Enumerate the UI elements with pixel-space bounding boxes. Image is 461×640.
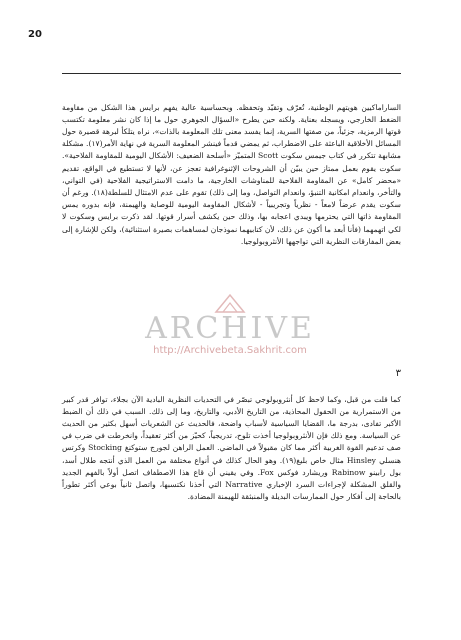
watermark [130, 292, 330, 356]
paragraph-first: الساراماكيين هويتهم الوطنية، تُعرّف وتقيّد وتحفظه. وبحساسية عالية يفهم برايس هذا الشكل من مقاومة الضغط الخارجي، ويسجله بعناية. ولكنه حين يطرح «السؤال الجوهري حول ما إذا كان نشر معلومة تكتسب قوتها الرمزية، جزئياً، من صفتها السرية، إنما يفسد معنى تلك المعلومة بالذات»، نراه يتلكأ لبرهة قصيرة حول المسائل الأخلاقية الباعثة على الاضطراب، ثم يمضي قدماً فينشر المعلومة السرية في نهاية الأمر(١٧). مشكلة مشابهة تتكرر في كتاب جيمس سكوت Scott المتميّز «أسلحة الضعيف: الأشكال اليومية للمقاومة الفلاحية». سكوت يقوم بعمل ممتاز حين يبيّن أن الشروحات الإثنوغرافية تعجز عن، لأنها لا تستطيع في الواقع، تقديم «محضر كامل» عن المقاومة الفلاحية للمناوشات الخارجية، ما دامت الاستراتيجية الفلاحية (في التواني، والتأخر، وانعدام امكانية التنبؤ، وانعدام التواصل، وما إلى ذلك) تقوم على عدم الامتثال للسلطة(١٨). ورغم أن سكوت يقدم عرضاً لامعاً - نظرياً وتجريبياً - لأشكال المقاومة اليومية للوصاية والهيمنة، فإنه بدوره يمس المقاومة ذاتها التي يحترمها ويبدي اعجابه بها، وذلك حين يكشف أسرار قوتها. لقد ذكرت برايس وسكوت لا لكي اتهمهما (فأنا أبعد ما أكون عن ذلك، لأن كتابيهما نموذجان لمساهمات بصيرة استثنائية)، ولكن للإشارة إلى بعض المفارقات النظرية التي تواجهها الأنثروبولوجيا. [62, 102, 401, 246]
archive-seal-icon [213, 292, 247, 314]
page-number: 20 [28, 29, 42, 40]
header-rule [62, 73, 401, 74]
watermark-url: http://Archivebeta.Sakhrit.com [153, 345, 307, 356]
paragraph-second: كما قلت من قبل، وكما لاحظ كل أنثروبولوجي تبصّر في التحديات النظرية البادية الآن بجلاء، توافر قدر كبير من الاستمرارية من الحقول المحاذية، من التاريخ الأدبي، والتاريخ، وما إلى ذلك. السبب في ذلك أن الضبط الأكبر تفادى، بدرجة ما، القضايا السياسية لأسباب واضحة، فالحديث عن الشعريات أسهل بكثير من الحديث عن السياسة. ومع ذلك فإن الأنثروبولوجيا أخذت تلوح، تدريجياً، كحيّز من أكثر تعقيداً، وانخرطت في ضرب في صف تدعيم القوة الغربية أكثر مما كان مقبولاً في الماضي. العمل الراهن لجورج ستوكنغ Stocking وكرتس هنسلي Hinsley مثال خاص بليغ(١٩). وهو الحال كذلك في أنواع مختلفة من العمل الذي أنتجه طلال أسد، بول رابينو Rabinow وريشارد فوكس Fox. وفي يقيني أن قاع هذا الاصطفاف اتصل أولاً بالفهم الجديد والقلق المشكلة لإجراءات السرد الإخباري Narrative التي أخذنا نكتسبها، واتصل ثانياً بوعي أكثر تطوراً بالحاجة إلى أفكار حول الممارسات البديلة والمنبثقة للهيمنة المضادة. [62, 394, 402, 502]
watermark-brand: ARCHIVE [145, 311, 315, 346]
section-number: ٣ [395, 368, 401, 379]
